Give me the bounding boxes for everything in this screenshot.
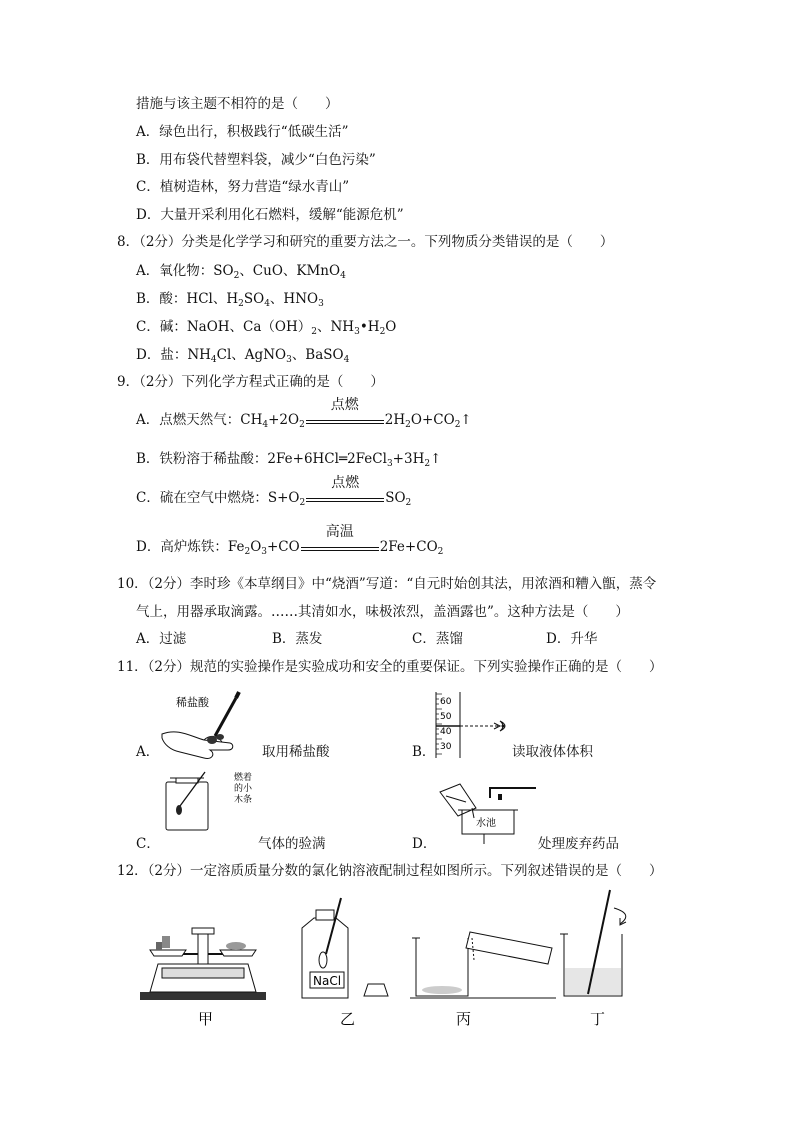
q10-line1: 10．（2分）李时珍《本草纲目》中“烧酒”写道：“自元时始创其法，用浓酒和糟入甑，蒸令 [117, 576, 657, 592]
q11-a-letter: A． [136, 744, 160, 760]
cylinder-figure [428, 690, 518, 760]
dilute-hcl-label: 稀盐酸 [176, 696, 209, 709]
fig-char: 的 [234, 784, 244, 794]
fig-char: 燃 [234, 773, 244, 783]
q9-option-d: D．高炉炼铁：$Fe_2O_3+CO$ 高温 $2Fe+CO_2$ [136, 523, 444, 557]
tick-50: 50 [440, 712, 452, 722]
tick-60: 60 [440, 697, 452, 707]
fig-char: 着 [243, 773, 253, 783]
q9-option-b: B．铁粉溶于稀盐酸：$2Fe+6HCl═2FeCl_3+3H_2↑$ [136, 451, 442, 469]
q9-option-c: C．硫在空气中燃烧：$S+O_2$ 点燃 $SO_2$ [136, 474, 412, 508]
q7-option-d: D．大量开采利用化石燃料，缓解“能源危机” [136, 207, 404, 223]
fig-char: 条 [243, 795, 253, 805]
q11-b-caption: 读取液体体积 [512, 744, 593, 760]
label-bing: 丙 [456, 1010, 472, 1028]
q11-d-caption: 处理废弃药品 [538, 836, 619, 852]
q8-stem: 8．（2分）分类是化学学习和研究的重要方法之一。下列物质分类错误的是（ ） [117, 234, 614, 250]
q11-b-letter: B． [412, 744, 436, 760]
nacl-label: NaCl [313, 974, 342, 988]
reaction-arrow: 点燃 [306, 492, 384, 506]
reaction-arrow: 高温 [301, 541, 379, 555]
reagent-bottle-figure [302, 898, 388, 998]
q8-option-b: B．酸：HCl、$H_2SO_4$、$HNO_3$ [136, 291, 324, 309]
q10-option-d: D．升华 [546, 631, 598, 647]
q10-option-b: B．蒸发 [272, 631, 323, 647]
fig-char: 小 [243, 784, 253, 794]
dropper-figure [160, 688, 265, 768]
sink-label: 水池 [476, 818, 496, 829]
q9-option-a: A．点燃天然气：$CH_4+2O_2$ 点燃 $2H_2O+CO_2↑$ [136, 396, 472, 430]
q11-d-letter: D． [412, 836, 437, 852]
q7-stem: 措施与该主题不相符的是（ ） [136, 96, 339, 112]
q7-option-c: C．植树造林，努力营造“绿水青山” [136, 179, 350, 195]
q9-stem: 9．（2分）下列化学方程式正确的是（ ） [117, 374, 384, 390]
q10-option-c: C．蒸馏 [412, 631, 463, 647]
q10-option-a: A．过滤 [136, 631, 187, 647]
q8-option-a: A．氧化物：$SO_2$、CuO、KMnO$_4$ [136, 263, 346, 281]
tick-40: 40 [440, 727, 452, 737]
label-ding: 丁 [590, 1010, 606, 1028]
tick-30: 30 [440, 742, 452, 752]
stirring-figure [560, 890, 626, 996]
q12-stem: 12．（2分）一定溶质质量分数的氯化钠溶液配制过程如图所示。下列叙述错误的是（ ） [117, 863, 663, 879]
nacl-solution-figure [136, 888, 676, 1038]
fig-char: 木 [234, 795, 244, 805]
balance-figure [140, 928, 266, 1000]
q11-c-caption: 气体的验满 [258, 836, 326, 852]
q11-c-letter: C． [136, 836, 160, 852]
reaction-arrow: 点燃 [306, 414, 384, 428]
label-yi: 乙 [340, 1010, 356, 1028]
q10-line2: 气上，用器承取滴露。……其清如水，味极浓烈，盖酒露也”。这种方法是（ ） [136, 604, 629, 620]
label-jia: 甲 [198, 1010, 214, 1028]
pouring-figure [410, 932, 556, 998]
q11-a-caption: 取用稀盐酸 [262, 744, 330, 760]
gas-bottle-figure [158, 770, 258, 832]
sink-figure [436, 782, 546, 846]
q7-option-b: B．用布袋代替塑料袋，减少“白色污染” [136, 152, 376, 168]
q8-option-c: C．碱：NaOH、$Ca(OH)_2$、$NH_3•H_2O$ [136, 319, 397, 337]
q7-option-a: A．绿色出行，积极践行“低碳生活” [136, 124, 349, 140]
q8-option-d: D．盐：$NH_4Cl$、AgNO$_3$、BaSO$_4$ [136, 347, 350, 365]
q11-stem: 11．（2分）规范的实验操作是实验成功和安全的重要保证。下列实验操作正确的是（ ） [117, 659, 663, 675]
